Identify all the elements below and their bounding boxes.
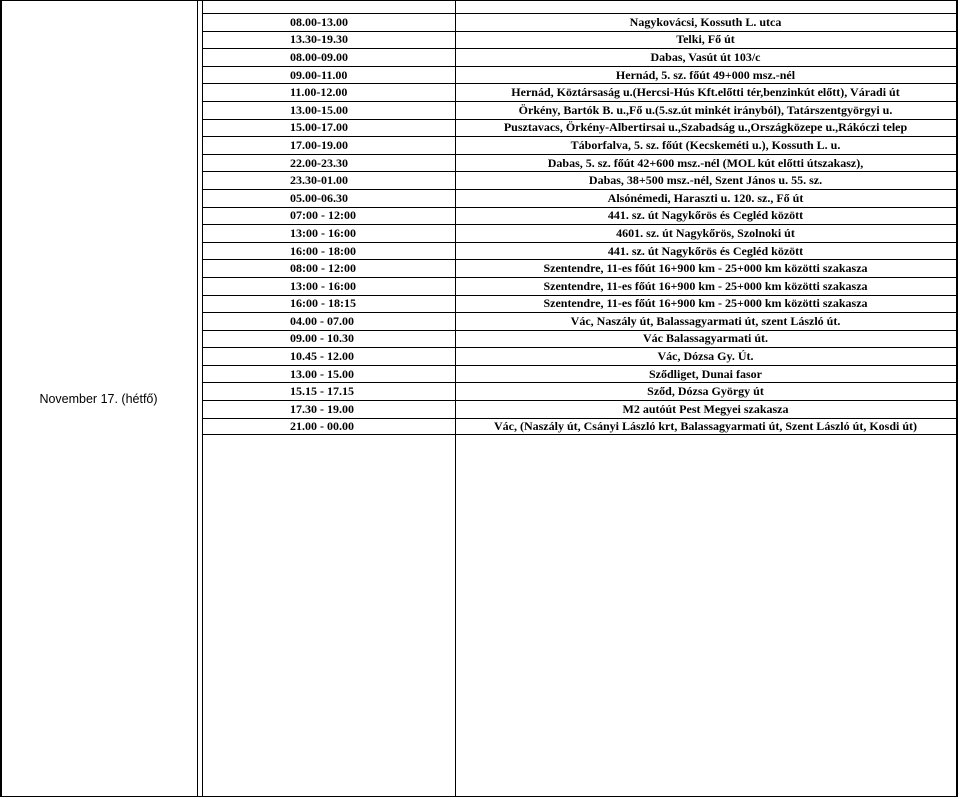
time-cell: 08.00-09.00: [290, 49, 348, 64]
table-row: [202, 382, 956, 400]
table-row: [202, 330, 956, 348]
table-row: [202, 171, 956, 189]
column-divider-date: [197, 0, 198, 797]
location-cell: Szentendre, 11-es főút 16+900 km - 25+000 km közötti szakasza: [543, 278, 868, 293]
location-cell: Örkény, Bartók B. u.,Fő u.(5.sz.út minkét irányból), Tatárszentgyörgyi u.: [518, 102, 893, 117]
location-cell: Vác, (Naszály út, Csányi László krt, Balassagyarmati út, Szent László út, Kosdi út): [493, 418, 917, 433]
table-row: [202, 189, 956, 207]
time-cell: 15.00-17.00: [290, 120, 348, 135]
table-row: [202, 207, 956, 225]
table-row: [202, 312, 956, 330]
location-cell: Szentendre, 11-es főút 16+900 km - 25+000 km közötti szakasza: [543, 296, 868, 311]
location-cell: Nagykovácsi, Kossuth L. utca: [629, 14, 782, 29]
time-cell: 11.00-12.00: [290, 85, 348, 100]
table-row: [202, 347, 956, 365]
location-cell: Táborfalva, 5. sz. főút (Kecskeméti u.), Kossuth L. u.: [570, 137, 841, 152]
location-cell: Sződliget, Dunai fasor: [648, 366, 762, 381]
date-cell: November 17. (hétfő): [39, 392, 158, 406]
table-row: [202, 13, 956, 31]
time-cell: 16:00 - 18:15: [290, 296, 356, 311]
location-cell: M2 autóút Pest Megyei szakasza: [622, 401, 789, 416]
time-cell: 13.00-15.00: [290, 102, 348, 117]
time-cell: 16:00 - 18:00: [290, 243, 356, 258]
table-row: [202, 365, 956, 383]
table-row: [202, 418, 956, 436]
time-cell: 08:00 - 12:00: [290, 261, 356, 276]
table-row: [202, 400, 956, 418]
table-row: [202, 295, 956, 313]
location-cell: 441. sz. út Nagykőrös és Cegléd között: [607, 208, 804, 223]
location-cell: Vác Balassagyarmati út.: [643, 331, 768, 346]
location-cell: 4601. sz. út Nagykőrös, Szolnoki út: [616, 225, 795, 240]
location-cell: Dabas, 38+500 msz.-nél, Szent János u. 55. sz.: [588, 173, 823, 188]
time-cell: 22.00-23.30: [290, 155, 348, 170]
time-cell: 23.30-01.00: [290, 173, 348, 188]
table-row: [202, 31, 956, 49]
location-cell: Vác, Naszály út, Balassagyarmati út, szent László út.: [570, 313, 841, 328]
location-cell: Hernád, Köztársaság u.(Hercsi-Hús Kft.előtti tér,benzinkút előtt), Váradi út: [511, 85, 900, 100]
time-cell: 07:00 - 12:00: [290, 208, 356, 223]
time-cell: 09.00 - 10.30: [290, 331, 354, 346]
time-cell: 05.00-06.30: [290, 190, 348, 205]
time-cell: 04.00 - 07.00: [290, 313, 354, 328]
location-cell: Szentendre, 11-es főút 16+900 km - 25+000 km közötti szakasza: [543, 261, 868, 276]
location-cell: Dabas, Vasút út 103/c: [650, 49, 761, 64]
table-row: [202, 83, 956, 101]
table-row: [202, 136, 956, 154]
location-cell: Telki, Fő út: [676, 32, 735, 47]
time-cell: 10.45 - 12.00: [290, 349, 354, 364]
schedule-rows: [202, 13, 956, 435]
location-cell: Pusztavacs, Örkény-Albertirsai u.,Szabadság u.,Országközepe u.,Rákóczi telep: [503, 120, 908, 135]
time-cell: 17.30 - 19.00: [290, 401, 354, 416]
table-row: [202, 277, 956, 295]
table-row: [202, 154, 956, 172]
location-cell: Vác, Dózsa Gy. Út.: [657, 349, 754, 364]
table-row: [202, 48, 956, 66]
location-cell: Hernád, 5. sz. főút 49+000 msz.-nél: [615, 67, 796, 82]
table-row: [202, 259, 956, 277]
table-row: [202, 224, 956, 242]
time-cell: 13.30-19.30: [290, 32, 348, 47]
location-cell: Dabas, 5. sz. főút 42+600 msz.-nél (MOL kút előtti útszakasz),: [547, 155, 864, 170]
table-row: [202, 101, 956, 119]
time-cell: 13.00 - 15.00: [290, 366, 354, 381]
table-top-border: [0, 0, 958, 1]
table-row: [202, 119, 956, 137]
time-cell: 13:00 - 16:00: [290, 225, 356, 240]
location-cell: Alsónémedi, Haraszti u. 120. sz., Fő út: [607, 190, 804, 205]
time-cell: 13:00 - 16:00: [290, 278, 356, 293]
time-cell: 08.00-13.00: [290, 14, 348, 29]
table-row: [202, 242, 956, 260]
location-cell: Sződ, Dózsa György út: [647, 384, 764, 399]
time-cell: 17.00-19.00: [290, 137, 348, 152]
table-row: [202, 66, 956, 84]
time-cell: 09.00-11.00: [290, 67, 348, 82]
time-cell: 15.15 - 17.15: [290, 384, 354, 399]
location-cell: 441. sz. út Nagykőrös és Cegléd között: [607, 243, 804, 258]
time-cell: 21.00 - 00.00: [290, 418, 354, 433]
